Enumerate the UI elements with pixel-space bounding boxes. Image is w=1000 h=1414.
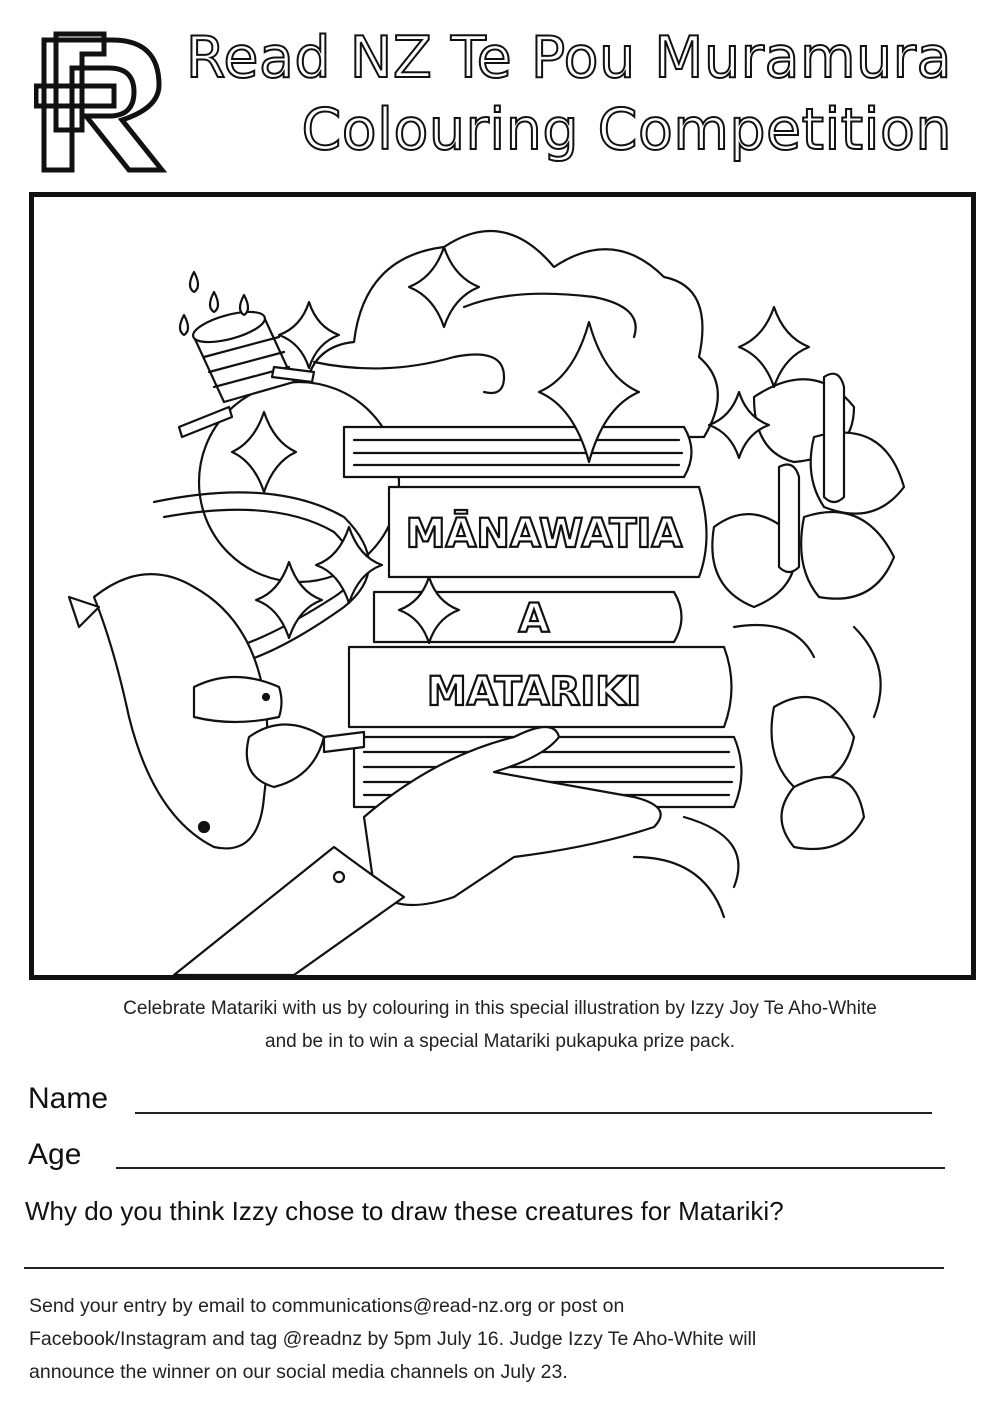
book-title-line-2: A [518,596,550,642]
name-field[interactable] [135,1112,932,1114]
question-prompt: Why do you think Izzy chose to draw these creatures for Matariki? [25,1196,784,1226]
footer-line-2: Facebook/Instagram and tag @readnz by 5pm July 16. Judge Izzy Te Aho-White will [29,1328,757,1350]
title-line-1: Read NZ Te Pou Muramura [185,25,952,91]
caption-line-2: and be in to win a special Matariki pukapuka prize pack. [265,1031,735,1052]
illustration-frame [29,192,976,980]
sleeve [174,847,404,975]
read-nz-logo [34,30,176,175]
footer-line-3: announce the winner on our social media channels on July 23. [29,1361,568,1383]
answer-field[interactable] [24,1267,944,1269]
caption-line-1: Celebrate Matariki with us by colouring in this special illustration by Izzy Joy Te Aho-White [123,998,877,1019]
book-title-line-3: MATARIKI [426,669,642,715]
book-title-line-1: MĀNAWATIA [405,511,683,557]
caption [0,992,1000,1058]
age-label: Age [28,1138,82,1171]
entry-instructions [29,1290,969,1389]
age-field[interactable] [116,1167,945,1169]
name-label: Name [28,1082,109,1115]
title-line-2: Colouring Competition [301,97,952,163]
brush [247,725,324,788]
footer-line-1: Send your entry by email to communications@read-nz.org or post on [29,1295,625,1317]
colouring-illustration [34,197,971,975]
page-title [172,22,952,166]
